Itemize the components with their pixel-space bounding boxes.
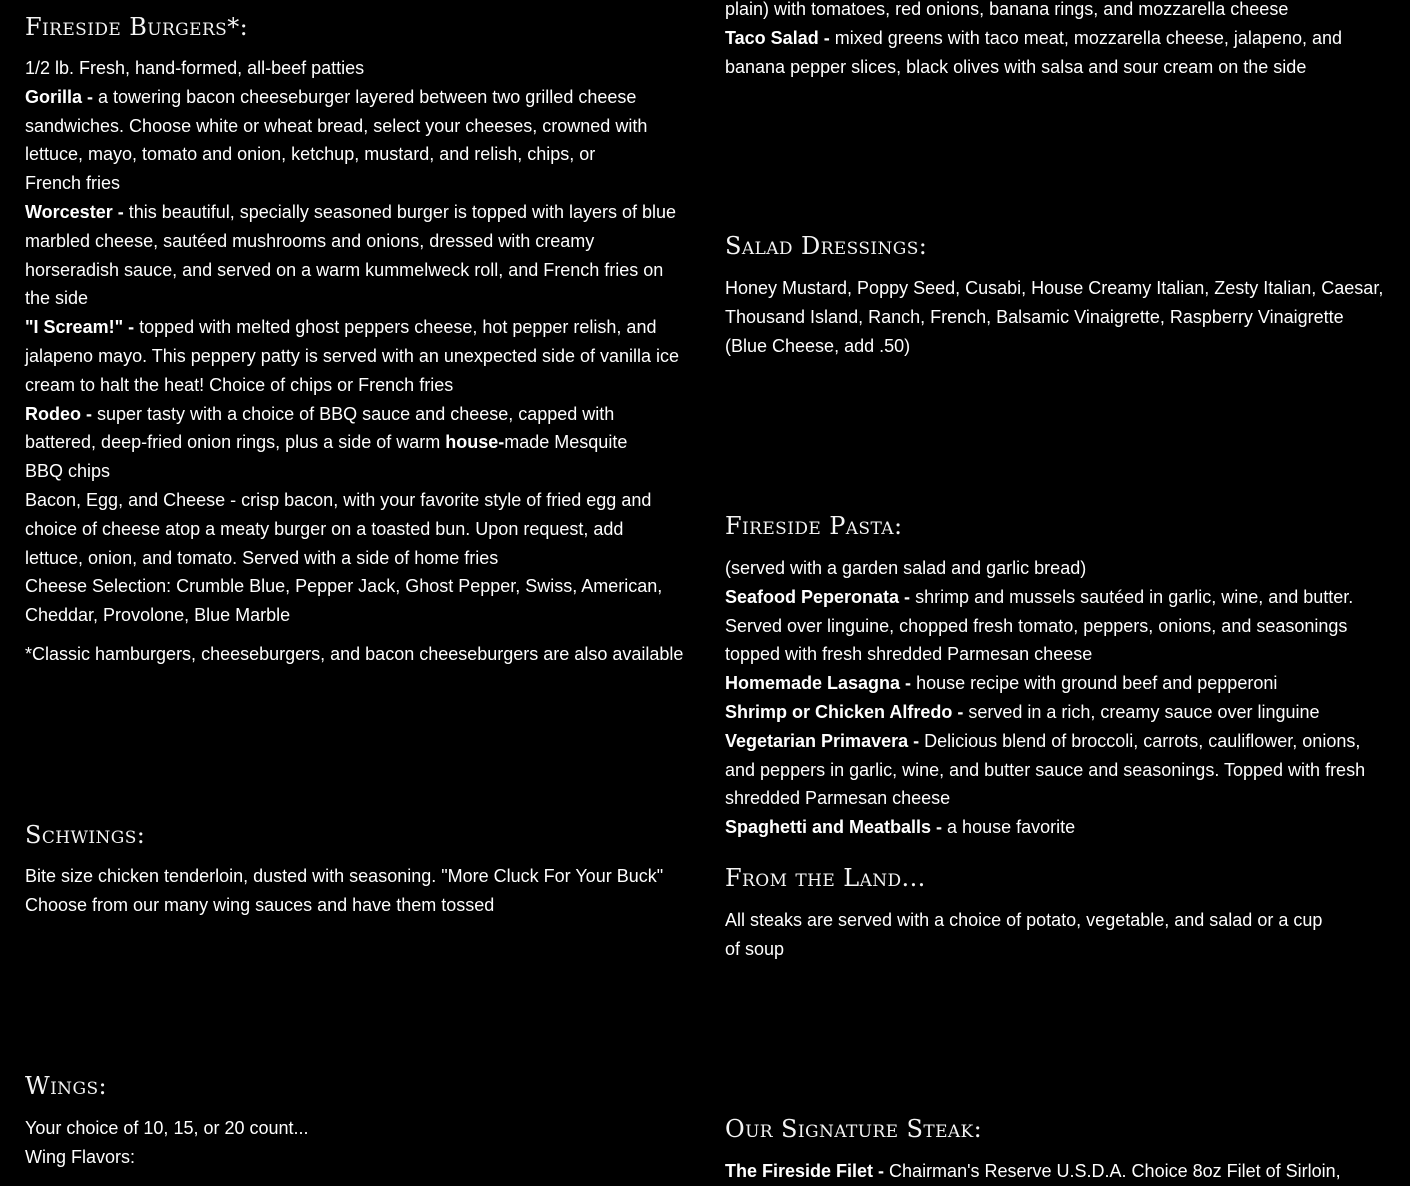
pasta-heading: Fireside Pasta: [725,512,903,540]
burgers-footnote: *Classic hamburgers, cheeseburgers, and bacon cheeseburgers are also available [25,643,684,664]
item-desc-cont2: BBQ chips [25,461,111,482]
pasta-intro: (served with a garden salad and garlic bread) [725,558,1087,578]
cheese-selection: Cheese Selection: Crumble Blue, Pepper Jack, Ghost Pepper, Swiss, American, Cheddar, Provolone, Blue Marble [25,576,663,626]
item-desc: this beautiful, specially seasoned burger is topped with layers of blue marbled cheese, sautéed mushrooms and onions, dressed with creamy horseradish sauce, and served on a warm kummelweck roll, and French fries on the side [25,201,677,309]
item-name: Taco Salad - [725,27,830,48]
item-name: Vegetarian Primavera - [725,730,920,751]
dressings-heading: Salad Dressings: [725,232,928,260]
menu-item-taco-salad [725,24,1355,82]
wings-line-1: Your choice of 10, 15, or 20 count... [25,1118,309,1138]
menu-item-rodeo [25,400,645,486]
item-name: Seafood Peperonata - [725,586,911,607]
wings-section [25,1114,690,1172]
item-bold-word: house- [445,432,505,453]
menu-item-vegetarian-primavera [725,727,1375,813]
item-desc: shrimp and mussels sautéed in garlic, wine, and butter. Served over linguine, chopped fresh tomato, peppers, onions, and seasonings topped with fresh shredded Parmesan cheese [725,586,1354,665]
item-desc: a house favorite [947,817,1076,838]
wings-heading: Wings: [25,1072,107,1100]
item-name: Shrimp or Chicken Alfredo - [725,701,964,722]
item-desc-cont: French fries [25,173,121,194]
menu-item-bacon-egg-cheese: Bacon, Egg, and Cheese - crisp bacon, with your favorite style of fried egg and choice of cheese atop a meaty burger on a toasted bun. Upon request, add lettuce, onion, and tomato. Served with a side of home fries [25,489,652,568]
dressings-section [725,274,1390,360]
item-name: Gorilla - [25,86,94,107]
dressings-list: Honey Mustard, Poppy Seed, Cusabi, House Creamy Italian, Zesty Italian, Caesar, Thousand Island, Ranch, French, Balsamic Vinaigrette, Raspberry Vinaigrette (Blue Cheese, add .50) [725,278,1384,356]
schwings-heading: Schwings: [25,821,146,849]
item-desc: Delicious blend of broccoli, carrots, cauliflower, onions, and peppers in garlic, wine, and butter sauce and seasonings. Topped with fresh shredded Parmesan cheese [725,730,1366,809]
pasta-section [725,554,1390,842]
salads-continued [725,0,1390,81]
salad-line-cont: plain) with tomatoes, red onions, banana rings, and mozzarella cheese [725,0,1289,19]
item-desc: Chairman's Reserve U.S.D.A. Choice 8oz Filet of Sirloin, [889,1161,1341,1181]
item-desc: served in a rich, creamy sauce over linguine [968,701,1320,722]
menu-item-gorilla [25,83,655,198]
item-desc: mixed greens with taco meat, mozzarella cheese, jalapeno, and banana pepper slices, black olives with salsa and sour cream on the side [725,27,1342,77]
schwings-section [25,862,690,920]
menu-item-fireside-filet [725,1157,1390,1186]
item-name: "I Scream!" - [25,317,135,338]
item-desc-cont: made Mesquite [504,432,628,453]
burgers-intro: 1/2 lb. Fresh, hand-formed, all-beef patties [25,58,365,78]
wings-line-2: Wing Flavors: [25,1146,136,1167]
land-line-1: All steaks are served with a choice of potato, vegetable, and salad or a cup [725,910,1323,930]
item-name: Worcester - [25,201,124,222]
land-line-2: of soup [725,938,785,959]
menu-item-i-scream [25,313,690,399]
menu-item-worcester [25,198,685,313]
land-heading: From the Land... [725,864,926,892]
item-name: Homemade Lasagna - [725,673,912,694]
menu-item-spaghetti-meatballs [725,813,1390,842]
menu-item-alfredo [725,698,1390,727]
item-desc: a towering bacon cheeseburger layered between two grilled cheese sandwiches. Choose white or wheat bread, select your cheeses, crowned with lettuce, mayo, tomato and onion, ketchup, mustard, and relish, chips, or [25,86,648,165]
land-section [725,906,1390,964]
burgers-section [25,54,690,669]
schwings-line-2: Choose from our many wing sauces and have them tossed [25,894,495,915]
steak-heading: Our Signature Steak: [725,1115,983,1143]
menu-item-seafood-peperonata [725,583,1365,669]
item-name: Spaghetti and Meatballs - [725,817,943,838]
menu-item-homemade-lasagna [725,669,1390,698]
burgers-heading: Fireside Burgers*: [25,13,249,41]
item-desc: super tasty with a choice of BBQ sauce and cheese, capped with battered, deep-fried onion rings, plus a side of warm [25,403,615,453]
steak-section [725,1157,1390,1186]
item-name: Rodeo - [25,403,92,424]
item-desc: topped with melted ghost peppers cheese, hot pepper relish, and jalapeno mayo. This peppery patty is served with an unexpected side of vanilla ice cream to halt the heat! Choice of chips or French fries [25,317,680,395]
item-desc: house recipe with ground beef and pepperoni [916,673,1278,694]
schwings-line-1: Bite size chicken tenderloin, dusted with seasoning. "More Cluck For Your Buck" [25,866,664,886]
item-name: The Fireside Filet - [725,1161,885,1181]
